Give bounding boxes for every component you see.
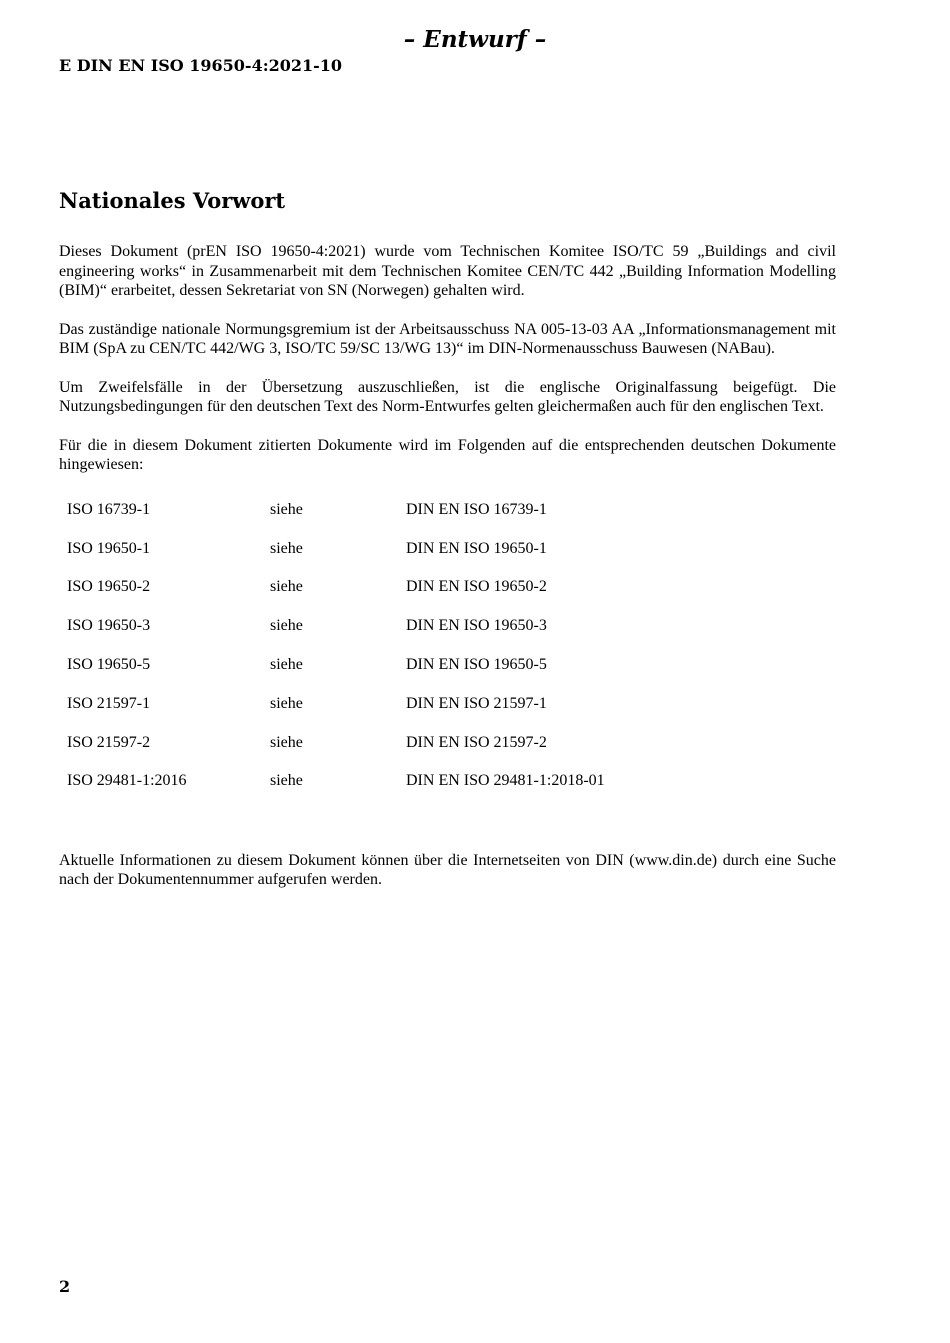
draft-watermark-title: – Entwurf – <box>403 26 547 53</box>
din-reference: DIN EN ISO 19650-3 <box>406 617 547 635</box>
see-label: siehe <box>270 539 303 557</box>
paragraph-origin: Dieses Dokument (prEN ISO 19650-4:2021) wurde vom Technischen Komitee ISO/TC 59 „Buildings and civil engineering works“ in Zusammenarbeit mit dem Technischen Komitee CEN/TC 442 „Building Information Modelling (BIM)“ erarbeitet, dessen Sekretariat von SN (Norwegen) gehalten wird. <box>59 243 836 299</box>
din-reference: DIN EN ISO 29481-1:2018-01 <box>406 772 605 790</box>
iso-reference: ISO 21597-2 <box>67 733 151 751</box>
table-row <box>59 684 826 723</box>
see-label: siehe <box>270 500 303 518</box>
page-body <box>59 186 836 909</box>
din-reference: DIN EN ISO 19650-1 <box>406 539 547 557</box>
paragraph-committee: Das zuständige nationale Normungsgremium ist der Arbeitsausschuss NA 005-13-03 AA „Informationsmanagement mit BIM (SpA zu CEN/TC 442/WG 3, ISO/TC 59/SC 13/WG 13)“ im DIN-Normenausschuss Bauwesen (NABau). <box>59 320 836 357</box>
table-row <box>59 646 826 685</box>
paragraph-references-intro: Für die in diesem Dokument zitierten Dokumente wird im Folgenden auf die entsprechenden deutschen Dokumente hingewiesen: <box>59 436 836 473</box>
iso-reference: ISO 29481-1:2016 <box>67 772 187 790</box>
page-number: 2 <box>59 1277 71 1296</box>
iso-reference: ISO 19650-1 <box>67 539 151 557</box>
page-title: Nationales Vorwort <box>59 188 286 213</box>
paragraph-din-information: Aktuelle Informationen zu diesem Dokument können über die Internetseiten von DIN (www.din.de) durch eine Suche nach der Dokumentennummer aufgerufen werden. <box>59 851 836 889</box>
reference-table <box>59 491 826 801</box>
table-row <box>59 491 826 530</box>
din-reference: DIN EN ISO 19650-2 <box>406 578 547 596</box>
see-label: siehe <box>270 772 303 790</box>
din-reference: DIN EN ISO 16739-1 <box>406 500 547 518</box>
iso-reference: ISO 19650-5 <box>67 656 151 674</box>
document-id: E DIN EN ISO 19650-4:2021-10 <box>59 56 343 75</box>
iso-reference: ISO 21597-1 <box>67 694 151 712</box>
paragraph-translation: Um Zweifelsfälle in der Übersetzung auszuschließen, ist die englische Originalfassung beigefügt. Die Nutzungsbedingungen für den deutschen Text des Norm-Entwurfes gelten gleichermaßen auch für den englischen Text. <box>59 378 836 415</box>
see-label: siehe <box>270 578 303 596</box>
see-label: siehe <box>270 656 303 674</box>
see-label: siehe <box>270 694 303 712</box>
see-label: siehe <box>270 733 303 751</box>
table-row <box>59 762 826 801</box>
din-reference: DIN EN ISO 21597-2 <box>406 733 547 751</box>
table-row <box>59 607 826 646</box>
table-row <box>59 568 826 607</box>
din-reference: DIN EN ISO 21597-1 <box>406 694 547 712</box>
iso-reference: ISO 16739-1 <box>67 500 151 518</box>
iso-reference: ISO 19650-3 <box>67 617 151 635</box>
iso-reference: ISO 19650-2 <box>67 578 151 596</box>
table-row <box>59 723 826 762</box>
see-label: siehe <box>270 617 303 635</box>
din-reference: DIN EN ISO 19650-5 <box>406 656 547 674</box>
table-row <box>59 529 826 568</box>
